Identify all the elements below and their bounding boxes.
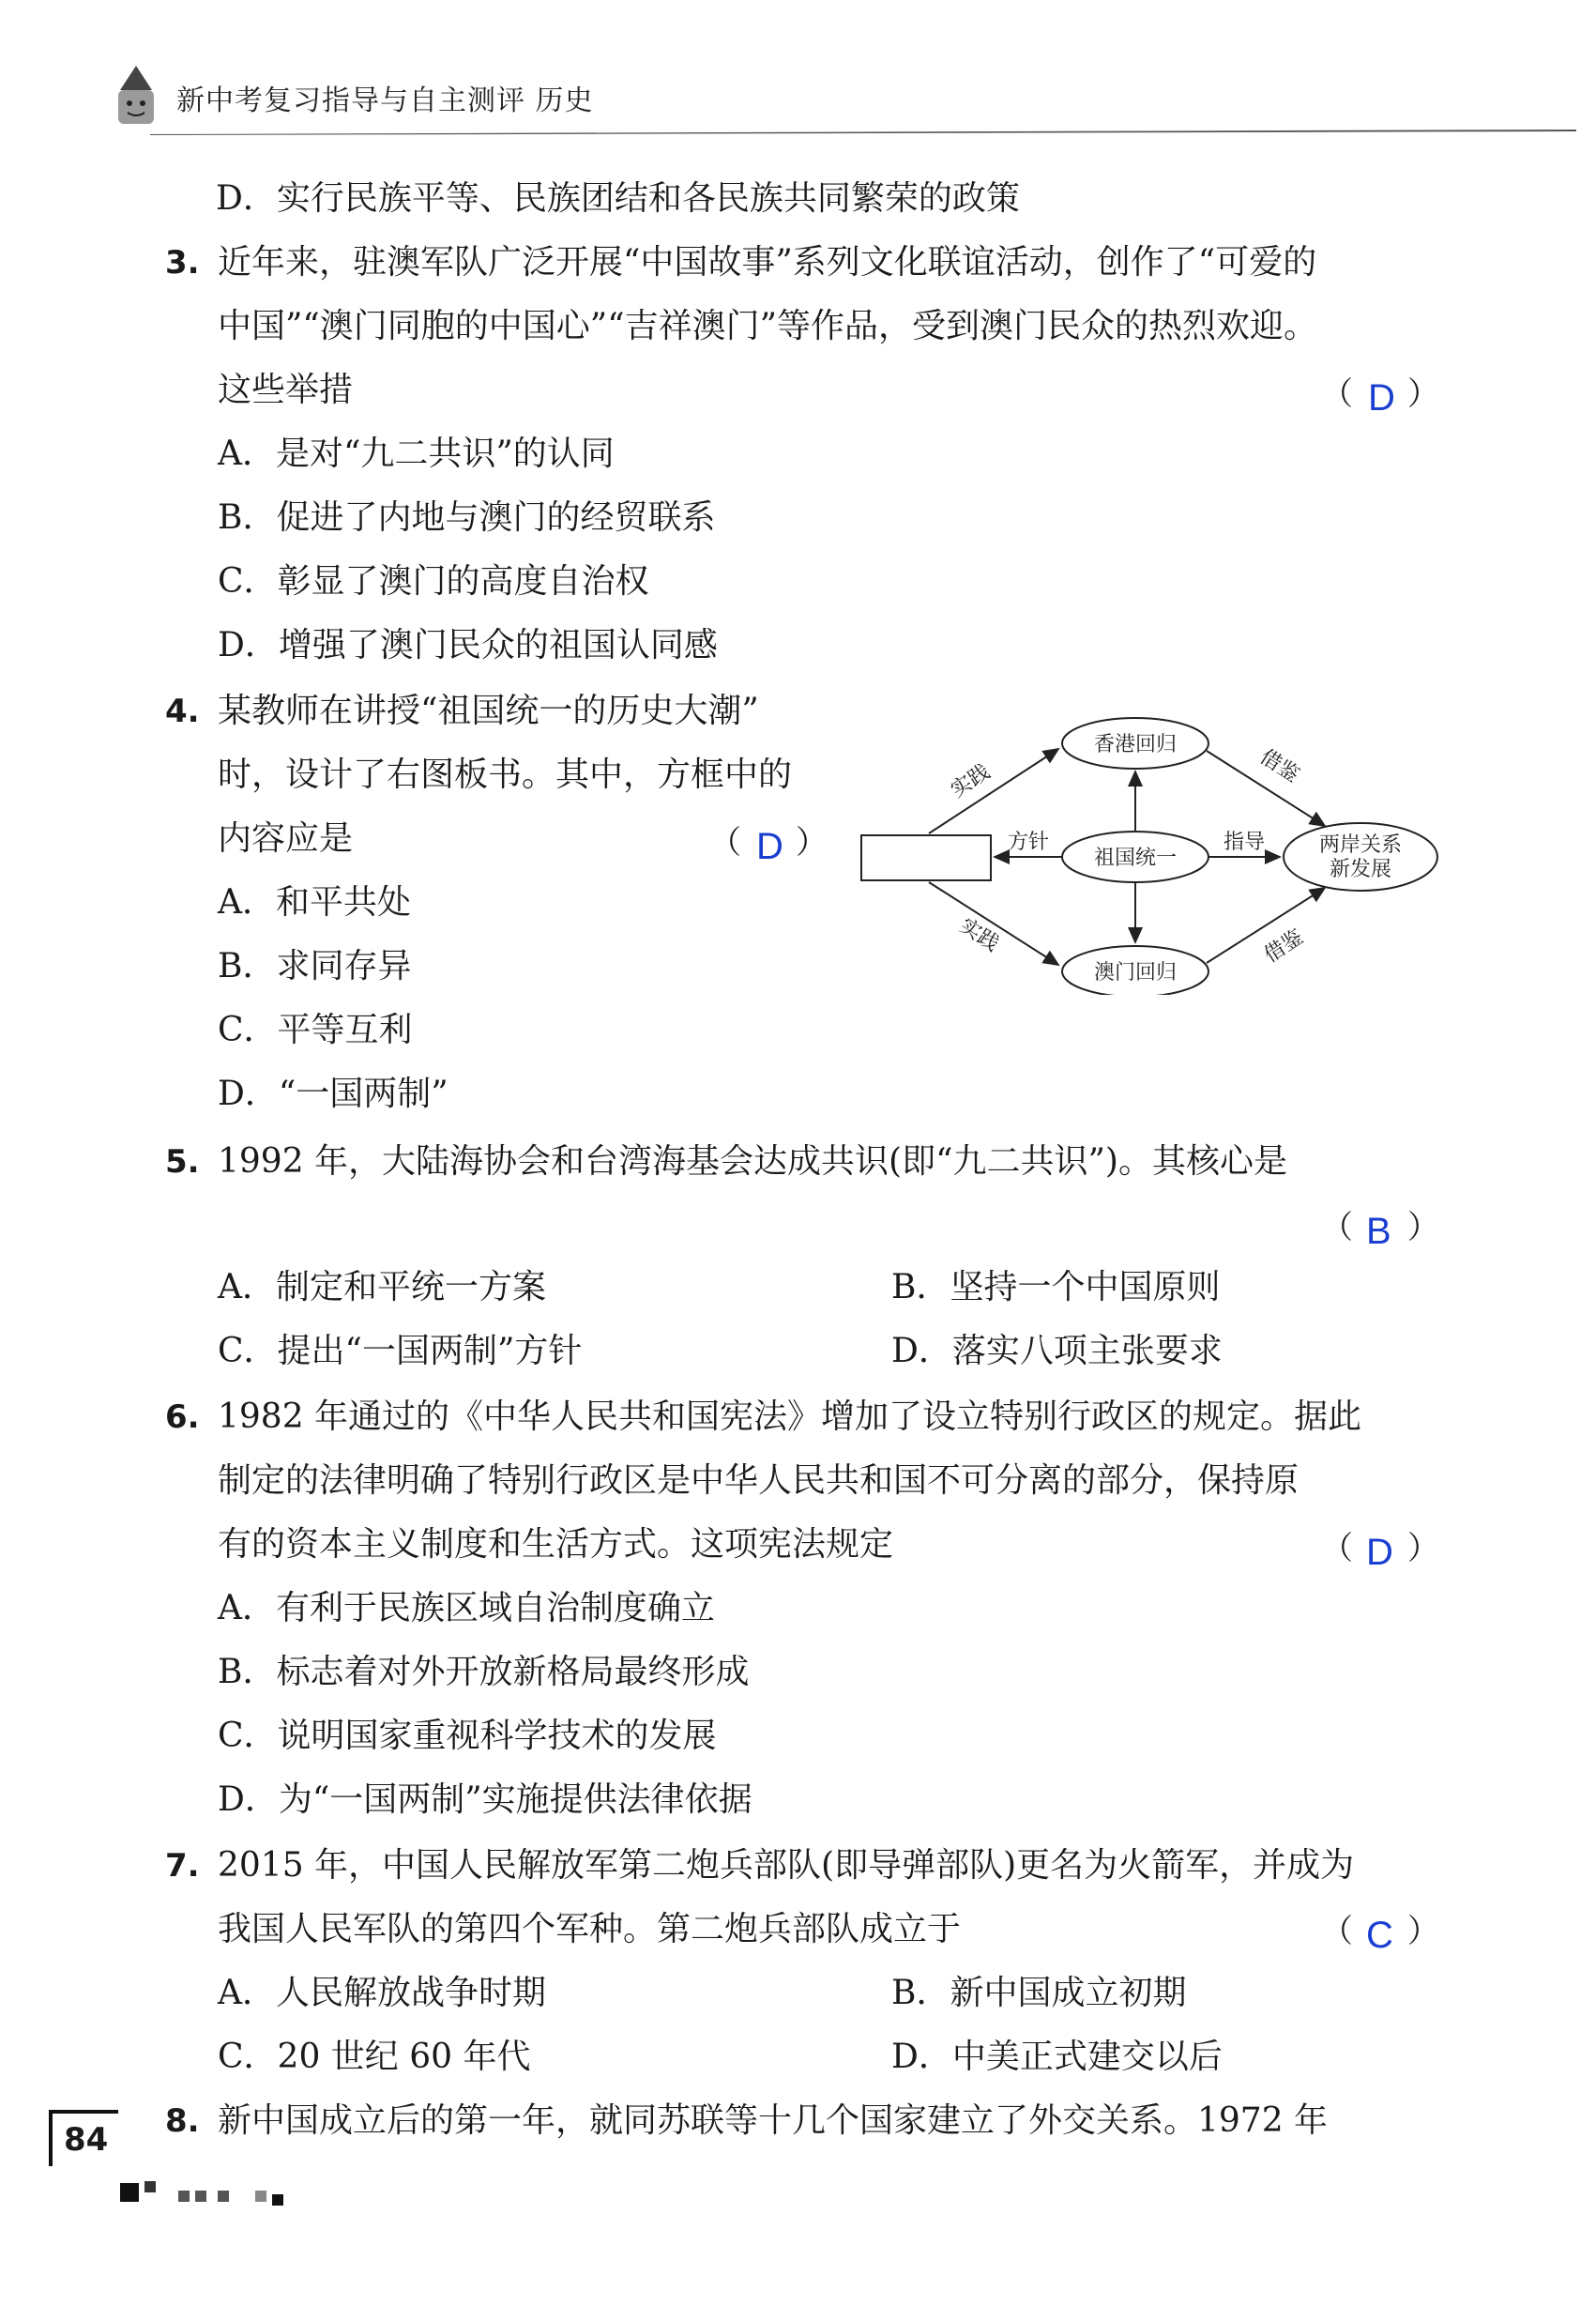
right-label-2: 新发展 xyxy=(1329,858,1392,881)
answer-paren-open: （ xyxy=(1321,1530,1353,1567)
q6-stem-line: 制定的法律明确了特别行政区是中华人民共和国不可分离的部分，保持原 xyxy=(218,1461,1300,1500)
q3-stem-line: 近年来，驻澳军队广泛开展“中国故事”系列文化联谊活动，创作了“可爱的 xyxy=(218,243,1317,282)
q6-stem-line: 1982 年通过的《中华人民共和国宪法》增加了设立特别行政区的规定。据此 xyxy=(218,1397,1362,1436)
header-divider xyxy=(150,130,1576,135)
header-title: 新中考复习指导与自主测评 历史 xyxy=(176,84,594,117)
q7-stem-line: 我国人民军队的第四个军种。第二炮兵部队成立于 xyxy=(218,1910,962,1948)
q5-option-a: A．制定和平统一方案 xyxy=(218,1268,546,1306)
page-header xyxy=(113,56,1576,141)
q7-stem-line: 2015 年，中国人民解放军第二炮兵部队(即导弹部队)更名为火箭军，并成为 xyxy=(218,1846,1355,1885)
q6-option-a: A．有利于民族区域自治制度确立 xyxy=(218,1589,715,1627)
answer-paren-open: （ xyxy=(1321,1913,1353,1950)
q7-option-d: D．中美正式建交以后 xyxy=(891,2038,1223,2076)
q4-stem-line: 时，设计了右图板书。其中，方框中的 xyxy=(218,756,793,794)
q6-option-b: B．标志着对外开放新格局最终形成 xyxy=(218,1653,750,1691)
guide-label: 指导 xyxy=(1223,831,1266,854)
q3-option-d: D．增强了澳门民众的祖国认同感 xyxy=(218,626,718,664)
practice-label-1: 实践 xyxy=(947,760,995,803)
reunification-diagram xyxy=(854,713,1445,995)
pencil-mascot-icon xyxy=(113,64,160,130)
answer-paren-open: （ xyxy=(1321,1209,1353,1246)
q6-answer: D xyxy=(1366,1532,1393,1573)
answer-paren-open: （ xyxy=(1321,375,1353,413)
q5-option-c: C．提出“一国两制”方针 xyxy=(218,1332,583,1370)
q5-stem: 1992 年，大陆海协会和台湾海基会达成共识(即“九二共识”)。其核心是 xyxy=(218,1142,1287,1181)
q3-number: 3. xyxy=(165,244,200,282)
q5-answer: B xyxy=(1366,1211,1391,1252)
q4-number: 4. xyxy=(165,693,200,730)
q3-answer: D xyxy=(1368,377,1395,419)
q4-option-a: A．和平共处 xyxy=(218,883,411,922)
q4-option-c: C．平等互利 xyxy=(218,1011,413,1049)
q6-number: 6. xyxy=(165,1398,200,1436)
answer-paren-close: ） xyxy=(1407,1913,1439,1950)
practice-label-2: 实践 xyxy=(955,914,1003,957)
answer-paren-close: ） xyxy=(796,824,828,862)
q7-option-b: B．新中国成立初期 xyxy=(891,1974,1187,2012)
q5-option-b: B．坚持一个中国原则 xyxy=(891,1268,1221,1306)
answer-paren-close: ） xyxy=(1407,375,1439,413)
page-number: 84 xyxy=(64,2121,109,2159)
q6-option-c: C．说明国家重视科学技术的发展 xyxy=(218,1717,717,1755)
q7-answer: C xyxy=(1366,1915,1393,1956)
q7-option-a: A．人民解放战争时期 xyxy=(218,1974,546,2012)
macau-label: 澳门回归 xyxy=(1093,961,1178,985)
q3-option-b: B．促进了内地与澳门的经贸联系 xyxy=(218,498,716,537)
q8-number: 8. xyxy=(165,2102,200,2140)
q4-answer: D xyxy=(756,826,783,867)
answer-paren-close: ） xyxy=(1407,1530,1439,1567)
reference-label-2: 借鉴 xyxy=(1260,925,1308,969)
q5-option-d: D．落实八项主张要求 xyxy=(891,1332,1223,1370)
q4-stem-line: 内容应是 xyxy=(218,819,354,858)
q7-number: 7. xyxy=(165,1847,200,1885)
q4-stem-line: 某教师在讲授“祖国统一的历史大潮” xyxy=(218,692,759,730)
decorative-squares-icon xyxy=(120,2177,308,2206)
q5-number: 5. xyxy=(165,1143,200,1181)
hk-label: 香港回归 xyxy=(1093,733,1178,756)
answer-paren-open: （ xyxy=(709,824,741,862)
q3-option-c: C．彰显了澳门的高度自治权 xyxy=(218,562,649,601)
page-number-box xyxy=(49,2110,118,2166)
q6-option-d: D．为“一国两制”实施提供法律依据 xyxy=(218,1780,752,1819)
q7-option-c: C．20 世纪 60 年代 xyxy=(218,2038,531,2076)
q3-stem-line: 中国”“澳门同胞的中国心”“吉祥澳门”等作品，受到澳门民众的热烈欢迎。 xyxy=(218,307,1318,345)
q8-stem: 新中国成立后的第一年，就同苏联等十几个国家建立了外交关系。1972 年 xyxy=(218,2101,1329,2140)
q4-option-d: D．“一国两制” xyxy=(218,1075,448,1113)
reference-label-1: 借鉴 xyxy=(1255,745,1303,788)
policy-label: 方针 xyxy=(1007,831,1050,854)
blank-box xyxy=(861,835,991,880)
right-label-1: 两岸关系 xyxy=(1318,833,1403,857)
q6-stem-line: 有的资本主义制度和生活方式。这项宪法规定 xyxy=(218,1525,894,1564)
answer-paren-close: ） xyxy=(1407,1209,1439,1246)
q3-option-a: A．是对“九二共识”的认同 xyxy=(218,435,615,473)
q4-option-b: B．求同存异 xyxy=(218,947,412,985)
q2-option-d: D．实行民族平等、民族团结和各民族共同繁荣的政策 xyxy=(216,179,1020,218)
center-label: 祖国统一 xyxy=(1093,847,1178,870)
q3-stem-line: 这些举措 xyxy=(218,371,354,409)
